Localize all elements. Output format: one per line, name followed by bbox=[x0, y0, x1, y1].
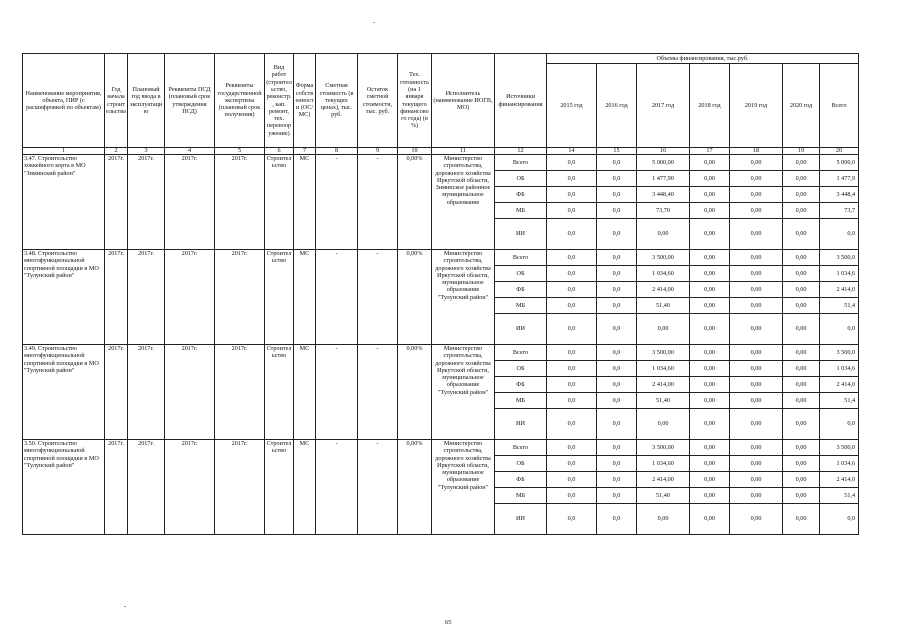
column-number: 17 bbox=[690, 148, 730, 155]
funding-value: 0,0 bbox=[597, 203, 637, 219]
funding-value: 73,7 bbox=[820, 203, 859, 219]
header-work-type: Вид работ (строительство, реконстр., кап. ремонт, тех. перевооружение) bbox=[265, 54, 294, 148]
funding-value: 0,0 bbox=[597, 393, 637, 409]
funding-value: 0,0 bbox=[597, 314, 637, 345]
funding-value: 0,0 bbox=[597, 250, 637, 266]
plan-year: 2017г. bbox=[128, 345, 165, 440]
funding-value: 0,0 bbox=[597, 409, 637, 440]
header-year: 2015 год bbox=[547, 64, 597, 148]
funding-value: 0,0 bbox=[547, 155, 597, 171]
scan-speck bbox=[124, 606, 126, 607]
funding-value: 0,00 bbox=[730, 409, 783, 440]
funding-value: 0,00 bbox=[730, 377, 783, 393]
column-number: 9 bbox=[358, 148, 398, 155]
funding-value: 0,00 bbox=[637, 219, 690, 250]
executor: Министерство строительства, дорожного хозяйства Иркутской области, муниципальное образование "Тулунский район" bbox=[432, 440, 495, 535]
funding-value: 0,0 bbox=[547, 282, 597, 298]
financing-table-container bbox=[22, 53, 858, 535]
object-name: 3.49. Строительство многофункциональной спортивной площадки в МО "Тулунский район" bbox=[23, 345, 105, 440]
funding-value: 0,00 bbox=[690, 298, 730, 314]
funding-value: 1 034,6 bbox=[820, 266, 859, 282]
financing-table bbox=[22, 53, 859, 535]
funding-source: Всего bbox=[495, 345, 547, 361]
start-year: 2017г. bbox=[105, 345, 128, 440]
funding-value: 0,0 bbox=[547, 456, 597, 472]
page-number: 65 bbox=[445, 619, 452, 626]
start-year: 2017г. bbox=[105, 155, 128, 250]
funding-value: 3 500,00 bbox=[637, 250, 690, 266]
header-psd: Реквизиты ПСД (плановый срок утверждения ПСД) bbox=[165, 54, 215, 148]
funding-value: 0,00 bbox=[690, 345, 730, 361]
funding-value: 0,0 bbox=[547, 250, 597, 266]
funding-value: 0,00 bbox=[783, 440, 820, 456]
column-number: 8 bbox=[316, 148, 358, 155]
funding-value: 2 414,00 bbox=[637, 282, 690, 298]
funding-value: 0,0 bbox=[547, 409, 597, 440]
object-name: 3.50. Строительство многофункциональной спортивной площадки в МО "Тулунский район" bbox=[23, 440, 105, 535]
column-number: 4 bbox=[165, 148, 215, 155]
readiness: 0,00% bbox=[398, 250, 432, 345]
table-row bbox=[23, 250, 859, 266]
plan-year: 2017г. bbox=[128, 155, 165, 250]
table-row bbox=[23, 345, 859, 361]
funding-value: 0,0 bbox=[547, 266, 597, 282]
funding-value: 51,40 bbox=[637, 298, 690, 314]
funding-source: ИИ bbox=[495, 409, 547, 440]
funding-value: 5 000,00 bbox=[637, 155, 690, 171]
funding-value: 0,0 bbox=[547, 187, 597, 203]
funding-value: 1 034,6 bbox=[820, 456, 859, 472]
header-remaining: Остаток сметной стоимости, тыс. руб. bbox=[358, 54, 398, 148]
funding-value: 0,0 bbox=[547, 219, 597, 250]
funding-value: 51,40 bbox=[637, 488, 690, 504]
remaining: - bbox=[358, 155, 398, 250]
header-year: Всего bbox=[820, 64, 859, 148]
funding-value: 0,00 bbox=[783, 250, 820, 266]
work-type: Строительство bbox=[265, 440, 294, 535]
header-sources: Источники финансирования bbox=[495, 54, 547, 148]
scan-speck bbox=[373, 22, 375, 23]
estimate: - bbox=[316, 345, 358, 440]
column-number: 3 bbox=[128, 148, 165, 155]
funding-value: 0,00 bbox=[783, 171, 820, 187]
funding-value: 1 034,60 bbox=[637, 456, 690, 472]
remaining: - bbox=[358, 440, 398, 535]
funding-value: 0,00 bbox=[730, 393, 783, 409]
funding-value: 1 034,60 bbox=[637, 361, 690, 377]
psd-value: 2017г. bbox=[165, 440, 215, 535]
expertise-value: 2017г. bbox=[215, 440, 265, 535]
estimate: - bbox=[316, 250, 358, 345]
header-volumes: Объемы финансирования, тыс.руб. bbox=[547, 54, 859, 64]
table-row bbox=[23, 440, 859, 456]
expertise-value: 2017г. bbox=[215, 345, 265, 440]
column-number: 15 bbox=[597, 148, 637, 155]
column-number: 14 bbox=[547, 148, 597, 155]
funding-value: 3 500,0 bbox=[820, 440, 859, 456]
funding-value: 0,00 bbox=[730, 456, 783, 472]
funding-value: 0,0 bbox=[597, 472, 637, 488]
funding-value: 3 500,00 bbox=[637, 345, 690, 361]
funding-source: Всего bbox=[495, 155, 547, 171]
funding-value: 5 000,0 bbox=[820, 155, 859, 171]
start-year: 2017г. bbox=[105, 250, 128, 345]
header-expertise: Реквизиты государственной экспертизы (плановый срок получения) bbox=[215, 54, 265, 148]
funding-source: ОБ bbox=[495, 171, 547, 187]
funding-source: МБ bbox=[495, 488, 547, 504]
funding-value: 0,00 bbox=[783, 155, 820, 171]
funding-value: 0,0 bbox=[547, 345, 597, 361]
funding-value: 0,00 bbox=[783, 361, 820, 377]
funding-value: 0,00 bbox=[783, 393, 820, 409]
funding-value: 0,00 bbox=[783, 472, 820, 488]
plan-year: 2017г. bbox=[128, 250, 165, 345]
funding-value: 0,00 bbox=[783, 314, 820, 345]
header-year: 2016 год bbox=[597, 64, 637, 148]
column-number: 10 bbox=[398, 148, 432, 155]
work-type: Строительство bbox=[265, 250, 294, 345]
header-estimate: Сметная стоимость (в текущих ценах), тыс. руб. bbox=[316, 54, 358, 148]
funding-value: 0,00 bbox=[783, 298, 820, 314]
funding-source: ФБ bbox=[495, 187, 547, 203]
funding-value: 0,00 bbox=[690, 171, 730, 187]
funding-value: 0,00 bbox=[730, 488, 783, 504]
funding-value: 0,0 bbox=[597, 219, 637, 250]
funding-value: 0,00 bbox=[637, 409, 690, 440]
funding-value: 0,00 bbox=[637, 504, 690, 535]
funding-value: 0,0 bbox=[597, 298, 637, 314]
funding-value: 0,00 bbox=[690, 504, 730, 535]
funding-value: 0,0 bbox=[597, 187, 637, 203]
funding-value: 0,0 bbox=[597, 440, 637, 456]
funding-value: 0,00 bbox=[730, 282, 783, 298]
funding-source: Всего bbox=[495, 250, 547, 266]
funding-value: 0,00 bbox=[690, 456, 730, 472]
funding-value: 0,00 bbox=[637, 314, 690, 345]
header-executor: Исполнитель (наименование ИОГВ, МО) bbox=[432, 54, 495, 148]
funding-value: 0,0 bbox=[597, 504, 637, 535]
funding-value: 51,4 bbox=[820, 298, 859, 314]
readiness: 0,00% bbox=[398, 345, 432, 440]
funding-value: 0,0 bbox=[547, 472, 597, 488]
funding-value: 0,0 bbox=[597, 345, 637, 361]
funding-value: 0,00 bbox=[783, 377, 820, 393]
funding-value: 0,00 bbox=[730, 266, 783, 282]
funding-value: 0,00 bbox=[690, 282, 730, 298]
funding-value: 0,0 bbox=[547, 171, 597, 187]
funding-value: 0,00 bbox=[730, 155, 783, 171]
funding-value: 51,4 bbox=[820, 488, 859, 504]
funding-source: ИИ bbox=[495, 314, 547, 345]
header-name: Наименование мероприятия, объекта, ПИР (с расшифровкой по объектам) bbox=[23, 54, 105, 148]
funding-source: ОБ bbox=[495, 361, 547, 377]
funding-value: 0,00 bbox=[730, 361, 783, 377]
estimate: - bbox=[316, 440, 358, 535]
plan-year: 2017г. bbox=[128, 440, 165, 535]
funding-value: 0,00 bbox=[783, 219, 820, 250]
funding-value: 0,00 bbox=[730, 440, 783, 456]
funding-value: 0,00 bbox=[730, 219, 783, 250]
remaining: - bbox=[358, 345, 398, 440]
executor: Министерство строительства, дорожного хозяйства Иркутской области, Зиминское районное муниципальное образование bbox=[432, 155, 495, 250]
work-type: Строительство bbox=[265, 155, 294, 250]
ownership: МС bbox=[294, 440, 316, 535]
start-year: 2017г. bbox=[105, 440, 128, 535]
column-number: 7 bbox=[294, 148, 316, 155]
funding-value: 51,4 bbox=[820, 393, 859, 409]
funding-value: 0,0 bbox=[547, 488, 597, 504]
column-number: 18 bbox=[730, 148, 783, 155]
funding-value: 0,0 bbox=[547, 377, 597, 393]
funding-value: 0,00 bbox=[783, 345, 820, 361]
header-year: 2017 год bbox=[637, 64, 690, 148]
column-number: 11 bbox=[432, 148, 495, 155]
funding-value: 1 477,9 bbox=[820, 171, 859, 187]
executor: Министерство строительства, дорожного хозяйства Иркутской области, муниципальное образование "Тулунский район" bbox=[432, 250, 495, 345]
funding-value: 0,0 bbox=[547, 314, 597, 345]
funding-source: ОБ bbox=[495, 456, 547, 472]
funding-value: 0,0 bbox=[820, 504, 859, 535]
executor: Министерство строительства, дорожного хозяйства Иркутской области, муниципальное образование "Тулунский район" bbox=[432, 345, 495, 440]
psd-value: 2017г. bbox=[165, 155, 215, 250]
funding-value: 0,00 bbox=[690, 393, 730, 409]
estimate: - bbox=[316, 155, 358, 250]
funding-value: 0,0 bbox=[597, 377, 637, 393]
funding-value: 0,00 bbox=[730, 187, 783, 203]
funding-value: 0,00 bbox=[690, 187, 730, 203]
header-readiness: Тех. готовность (на 1 января текущего финансового года) (в %) bbox=[398, 54, 432, 148]
funding-value: 2 414,00 bbox=[637, 472, 690, 488]
funding-value: 0,00 bbox=[730, 250, 783, 266]
funding-value: 3 448,4 bbox=[820, 187, 859, 203]
funding-source: ИИ bbox=[495, 504, 547, 535]
funding-value: 0,0 bbox=[597, 361, 637, 377]
funding-value: 0,0 bbox=[547, 361, 597, 377]
funding-value: 0,0 bbox=[597, 282, 637, 298]
header-plan-year: Плановый год ввода в эксплуатацию bbox=[128, 54, 165, 148]
funding-value: 2 414,00 bbox=[637, 377, 690, 393]
funding-value: 0,0 bbox=[547, 504, 597, 535]
column-number: 16 bbox=[637, 148, 690, 155]
funding-value: 0,00 bbox=[783, 504, 820, 535]
funding-value: 51,40 bbox=[637, 393, 690, 409]
funding-value: 0,0 bbox=[820, 409, 859, 440]
funding-value: 0,00 bbox=[690, 409, 730, 440]
funding-value: 3 500,0 bbox=[820, 345, 859, 361]
funding-value: 0,0 bbox=[597, 155, 637, 171]
funding-source: ОБ bbox=[495, 266, 547, 282]
funding-value: 0,00 bbox=[783, 187, 820, 203]
funding-value: 0,00 bbox=[690, 219, 730, 250]
column-number: 6 bbox=[265, 148, 294, 155]
funding-value: 0,0 bbox=[597, 266, 637, 282]
funding-value: 0,0 bbox=[597, 171, 637, 187]
funding-value: 0,00 bbox=[690, 377, 730, 393]
funding-value: 0,00 bbox=[690, 250, 730, 266]
funding-value: 3 500,00 bbox=[637, 440, 690, 456]
psd-value: 2017г. bbox=[165, 345, 215, 440]
column-number: 20 bbox=[820, 148, 859, 155]
funding-source: ФБ bbox=[495, 377, 547, 393]
object-name: 3.47. Строительство хоккейного корта в МО "Зиминский район" bbox=[23, 155, 105, 250]
funding-value: 0,00 bbox=[730, 314, 783, 345]
header-ownership: Форма собственности (ОС/МС) bbox=[294, 54, 316, 148]
expertise-value: 2017г. bbox=[215, 250, 265, 345]
funding-value: 0,00 bbox=[783, 266, 820, 282]
funding-value: 2 414,0 bbox=[820, 282, 859, 298]
funding-source: Всего bbox=[495, 440, 547, 456]
funding-value: 0,00 bbox=[690, 472, 730, 488]
object-name: 3.48. Строительство многофункциональной спортивной площадки в МО "Тулунский район" bbox=[23, 250, 105, 345]
funding-source: ФБ bbox=[495, 472, 547, 488]
funding-value: 0,00 bbox=[783, 488, 820, 504]
funding-value: 2 414,0 bbox=[820, 472, 859, 488]
funding-value: 0,00 bbox=[730, 472, 783, 488]
funding-value: 0,00 bbox=[783, 456, 820, 472]
header-year: 2020 год bbox=[783, 64, 820, 148]
ownership: МС bbox=[294, 155, 316, 250]
funding-value: 0,00 bbox=[690, 440, 730, 456]
remaining: - bbox=[358, 250, 398, 345]
column-number: 2 bbox=[105, 148, 128, 155]
funding-value: 0,00 bbox=[690, 266, 730, 282]
funding-value: 0,00 bbox=[783, 282, 820, 298]
funding-value: 0,00 bbox=[783, 409, 820, 440]
funding-value: 0,00 bbox=[690, 488, 730, 504]
ownership: МС bbox=[294, 345, 316, 440]
funding-value: 1 477,90 bbox=[637, 171, 690, 187]
funding-value: 0,00 bbox=[730, 298, 783, 314]
readiness: 0,00% bbox=[398, 155, 432, 250]
funding-value: 3 448,40 bbox=[637, 187, 690, 203]
funding-value: 0,0 bbox=[597, 456, 637, 472]
header-year: 2018 год bbox=[690, 64, 730, 148]
funding-value: 0,0 bbox=[547, 298, 597, 314]
funding-value: 0,00 bbox=[730, 345, 783, 361]
column-number: 1 bbox=[23, 148, 105, 155]
funding-value: 0,0 bbox=[820, 314, 859, 345]
funding-value: 0,00 bbox=[690, 314, 730, 345]
funding-value: 0,00 bbox=[690, 203, 730, 219]
funding-source: МБ bbox=[495, 298, 547, 314]
column-number: 19 bbox=[783, 148, 820, 155]
funding-value: 0,00 bbox=[690, 361, 730, 377]
funding-source: МБ bbox=[495, 393, 547, 409]
column-number: 5 bbox=[215, 148, 265, 155]
readiness: 0,00% bbox=[398, 440, 432, 535]
funding-value: 3 500,0 bbox=[820, 250, 859, 266]
funding-value: 0,0 bbox=[820, 219, 859, 250]
funding-value: 0,00 bbox=[730, 504, 783, 535]
ownership: МС bbox=[294, 250, 316, 345]
funding-source: ФБ bbox=[495, 282, 547, 298]
funding-value: 0,00 bbox=[730, 203, 783, 219]
funding-source: МБ bbox=[495, 203, 547, 219]
table-row bbox=[23, 155, 859, 171]
header-start-year: Год начала строительства bbox=[105, 54, 128, 148]
psd-value: 2017г. bbox=[165, 250, 215, 345]
expertise-value: 2017г. bbox=[215, 155, 265, 250]
funding-value: 0,0 bbox=[547, 393, 597, 409]
funding-value: 0,0 bbox=[547, 440, 597, 456]
funding-value: 0,00 bbox=[690, 155, 730, 171]
funding-value: 1 034,60 bbox=[637, 266, 690, 282]
funding-value: 73,70 bbox=[637, 203, 690, 219]
funding-value: 0,00 bbox=[783, 203, 820, 219]
work-type: Строительство bbox=[265, 345, 294, 440]
funding-value: 1 034,6 bbox=[820, 361, 859, 377]
funding-value: 0,0 bbox=[547, 203, 597, 219]
funding-value: 0,0 bbox=[597, 488, 637, 504]
funding-value: 0,00 bbox=[730, 171, 783, 187]
funding-source: ИИ bbox=[495, 219, 547, 250]
column-number: 12 bbox=[495, 148, 547, 155]
funding-value: 2 414,0 bbox=[820, 377, 859, 393]
header-year: 2019 год bbox=[730, 64, 783, 148]
